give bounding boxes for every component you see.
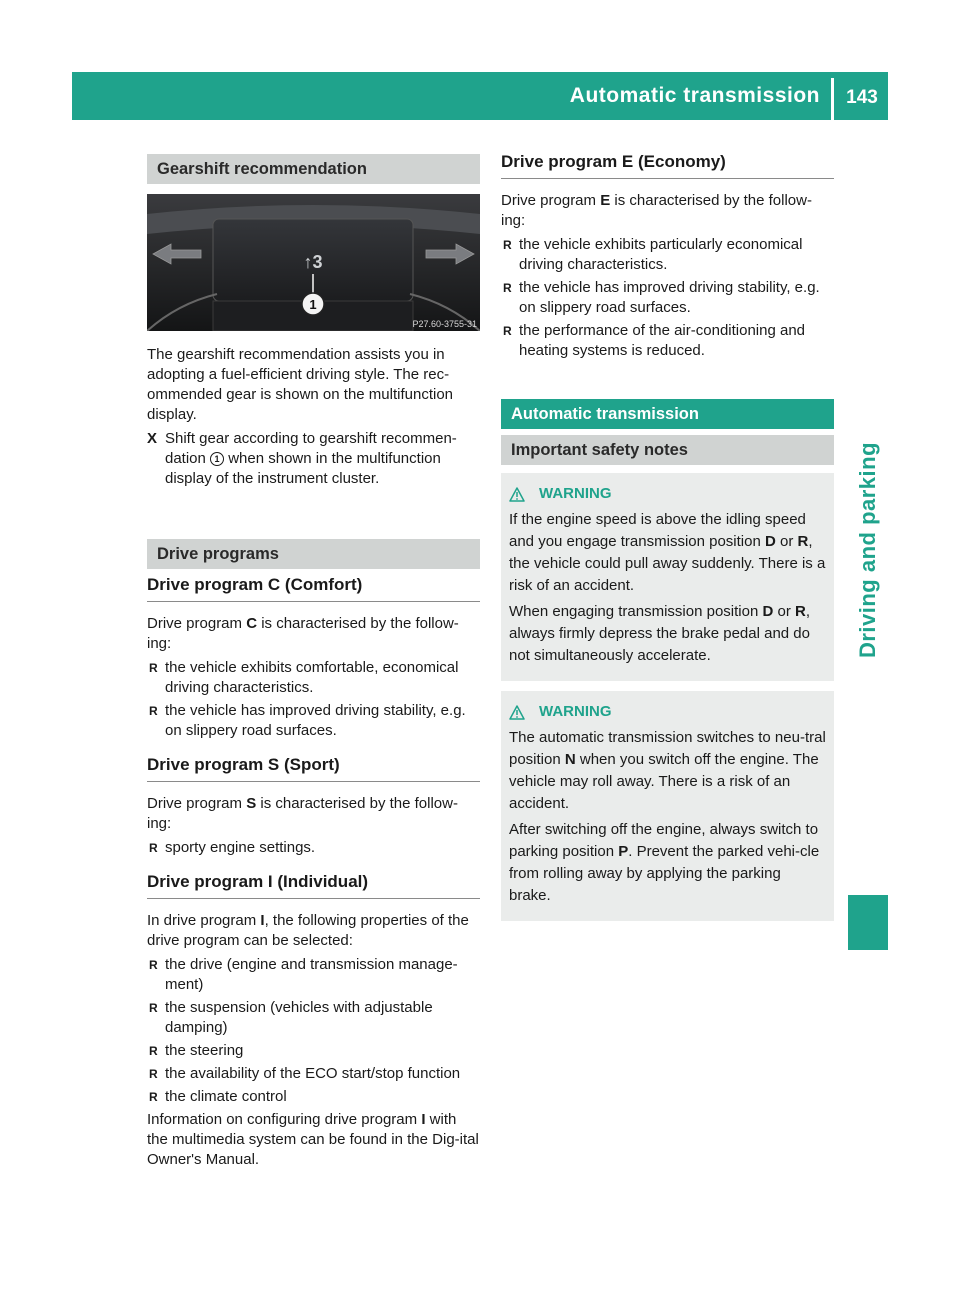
list-item: R the performance of the air-conditioning and heating systems is reduced. [501, 321, 834, 361]
list-item: R the climate control [147, 1087, 480, 1107]
warning-label: WARNING [539, 703, 612, 720]
warning-2-para-2: After switching off the engine, always switch to parking position P. Prevent the parked vehi-cle from rolling away by applying the parking brake. [509, 821, 820, 904]
side-tab-label: Driving and parking [855, 441, 880, 659]
list-item: R the suspension (vehicles with adjustable damping) [147, 998, 480, 1038]
warning-box-1 [501, 473, 834, 681]
section-automatic-transmission: Automatic transmission [501, 399, 834, 429]
list-item: R the steering [147, 1041, 480, 1061]
list-item: R the vehicle exhibits particularly economical driving characteristics. [501, 235, 834, 275]
warning-box-2 [501, 691, 834, 921]
list-item: R the availability of the ECO start/stop function [147, 1064, 480, 1084]
heading-individual: Drive program I (Individual) [147, 872, 480, 899]
instrument-cluster-illustration [147, 194, 480, 331]
warning-header [509, 701, 826, 723]
warning-label: WARNING [539, 485, 612, 502]
header-divider [831, 78, 834, 120]
warning-2-para-1: The automatic transmission switches to neu-tral position N when you switch off the engine. The vehicle may roll away. There is a risk of an accident. [509, 729, 826, 812]
image-code: P27.60-3755-31 [412, 319, 477, 329]
callout-1-icon: 1 [210, 452, 224, 466]
page-header [72, 72, 888, 120]
list-item: R the vehicle has improved driving stability, e.g. on slippery road surfaces. [501, 278, 834, 318]
individual-list [147, 955, 480, 1107]
list-item: R the vehicle has improved driving stability, e.g. on slippery road surfaces. [147, 701, 480, 741]
section-drive-programs: Drive programs [147, 539, 480, 569]
warning-triangle-icon [509, 705, 525, 720]
comfort-list [147, 658, 480, 741]
section-important-safety-notes: Important safety notes [501, 435, 834, 465]
warning-1-para-1: If the engine speed is above the idling speed and you engage transmission position D or R, the vehicle could pull away suddenly. There is a risk of an accident. [509, 511, 826, 594]
gearshift-body: The gearshift recommendation assists you in adopting a fuel-efficient driving style. The rec-ommended gear is shown on the multifunction display. [147, 346, 454, 423]
right-column [501, 150, 834, 921]
instrument-cluster-photo [147, 194, 480, 331]
heading-comfort: Drive program C (Comfort) [147, 575, 480, 602]
warning-triangle-icon [509, 487, 525, 502]
list-item: R the vehicle exhibits comfortable, economical driving characteristics. [147, 658, 480, 698]
sport-intro: Drive program S is characterised by the follow-ing: [147, 795, 458, 832]
side-tab [848, 250, 888, 850]
gearshift-action: X Shift gear according to gearshift recommen-dation 1 when shown in the multifunction display of the instrument cluster. [147, 430, 457, 487]
section-gearshift-recommendation: Gearshift recommendation [147, 154, 480, 184]
side-tab-marker [848, 895, 888, 950]
comfort-intro: Drive program C is characterised by the follow-ing: [147, 615, 459, 652]
gear-display-text: ↑3 [303, 252, 323, 272]
economy-intro: Drive program E is characterised by the follow-ing: [501, 192, 812, 229]
list-item: R the drive (engine and transmission manage-ment) [147, 955, 480, 995]
heading-economy: Drive program E (Economy) [501, 152, 834, 179]
individual-outro: Information on configuring drive program I with the multimedia system can be found in the Dig-ital Owner's Manual. [147, 1111, 479, 1168]
left-column [147, 150, 480, 1174]
list-item: R sporty engine settings. [147, 838, 480, 858]
header-title: Automatic transmission [569, 84, 820, 107]
heading-sport: Drive program S (Sport) [147, 755, 480, 782]
sport-list [147, 838, 480, 858]
warning-1-para-2: When engaging transmission position D or R, always firmly depress the brake pedal and do not simultaneously accelerate. [509, 603, 811, 664]
arrow-action-icon: X [147, 430, 158, 447]
economy-list [501, 235, 834, 361]
warning-header [509, 483, 826, 505]
individual-intro: In drive program I, the following properties of the drive program can be selected: [147, 912, 469, 949]
page-number: 143 [846, 87, 878, 108]
callout-number: 1 [309, 297, 317, 312]
